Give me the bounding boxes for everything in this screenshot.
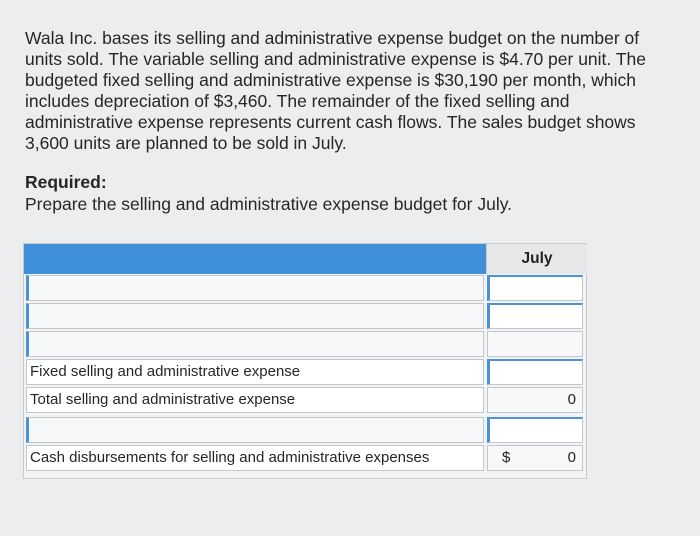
row-2-july-input[interactable] bbox=[487, 303, 583, 329]
row-6-july-input[interactable] bbox=[487, 417, 583, 443]
row-6-label-select[interactable] bbox=[26, 417, 484, 443]
cash-disbursements-amount: 0 bbox=[567, 449, 576, 466]
row-1-july-input[interactable] bbox=[487, 275, 583, 301]
fixed-expense-july-input[interactable] bbox=[487, 359, 583, 385]
fixed-expense-label: Fixed selling and administrative expense bbox=[26, 359, 484, 385]
total-expense-july-value: 0 bbox=[487, 387, 583, 413]
row-1-label-select[interactable] bbox=[26, 275, 484, 301]
expense-budget-table bbox=[23, 243, 587, 479]
total-expense-label: Total selling and administrative expense bbox=[26, 387, 484, 413]
table-header-label-column bbox=[24, 244, 486, 274]
problem-statement: Wala Inc. bases its selling and administrative expense budget on the number of units sold. The variable selling and administrative expense is $4.70 per unit. The budgeted fixed selling and administrative expense is $30,190 per month, which includes depreciation of $3,460. The remainder of the fixed selling and administrative expense represents current cash flows. The sales budget shows 3,600 units are planned to be sold in July. bbox=[25, 28, 646, 153]
column-header-july: July bbox=[486, 244, 587, 274]
currency-symbol: $ bbox=[502, 449, 511, 466]
cash-disbursements-july-value bbox=[487, 445, 583, 471]
row-3-july-value bbox=[487, 331, 583, 357]
required-instruction: Prepare the selling and administrative expense budget for July. bbox=[25, 194, 513, 214]
cash-disbursements-label: Cash disbursements for selling and administrative expenses bbox=[26, 445, 484, 471]
row-2-label-select[interactable] bbox=[26, 303, 484, 329]
row-3-label-select[interactable] bbox=[26, 331, 484, 357]
required-heading: Required: bbox=[25, 172, 107, 192]
